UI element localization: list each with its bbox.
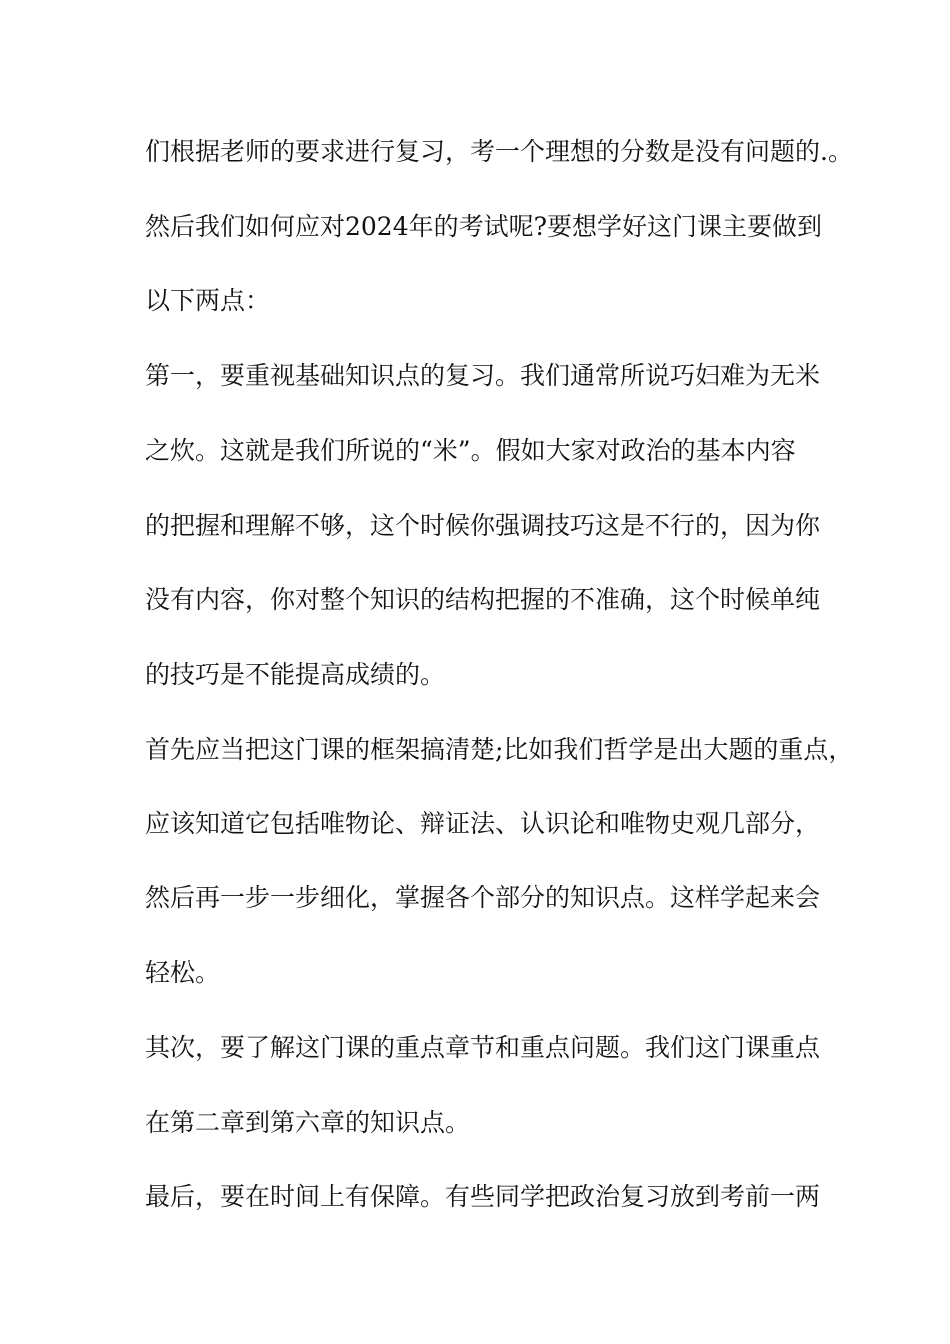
text-line: 应该知道它包括唯物论、辩证法、认识论和唯物史观几部分， [145, 809, 821, 838]
text-line: 其次，要了解这门课的重点章节和重点问题。我们这门课重点 [145, 1033, 821, 1062]
text-line: 最后，要在时间上有保障。有些同学把政治复习放到考前一两 [145, 1182, 821, 1211]
text-line: 的把握和理解不够，这个时候你强调技巧这是不行的，因为你 [145, 511, 821, 540]
text-line: 的技巧是不能提高成绩的。 [145, 660, 446, 689]
text-line: 然后再一步一步细化，掌握各个部分的知识点。这样学起来会 [145, 883, 821, 912]
text-line: 首先应当把这门课的框架搞清楚;比如我们哲学是出大题的重点， [145, 735, 854, 764]
text-line: 第一，要重视基础知识点的复习。我们通常所说巧妇难为无米 [145, 361, 821, 390]
text-line: 然后我们如何应对2024年的考试呢?要想学好这门课主要做到 [145, 212, 823, 241]
text-line: 们根据老师的要求进行复习，考一个理想的分数是没有问题的.。 [145, 137, 853, 166]
text-line: 在第二章到第六章的知识点。 [145, 1108, 471, 1137]
text-line: 以下两点： [145, 286, 271, 315]
text-line: 之炊。这就是我们所说的“米”。假如大家对政治的基本内容 [145, 436, 796, 465]
text-line: 轻松。 [145, 958, 221, 987]
text-line: 没有内容，你对整个知识的结构把握的不准确，这个时候单纯 [145, 585, 821, 614]
